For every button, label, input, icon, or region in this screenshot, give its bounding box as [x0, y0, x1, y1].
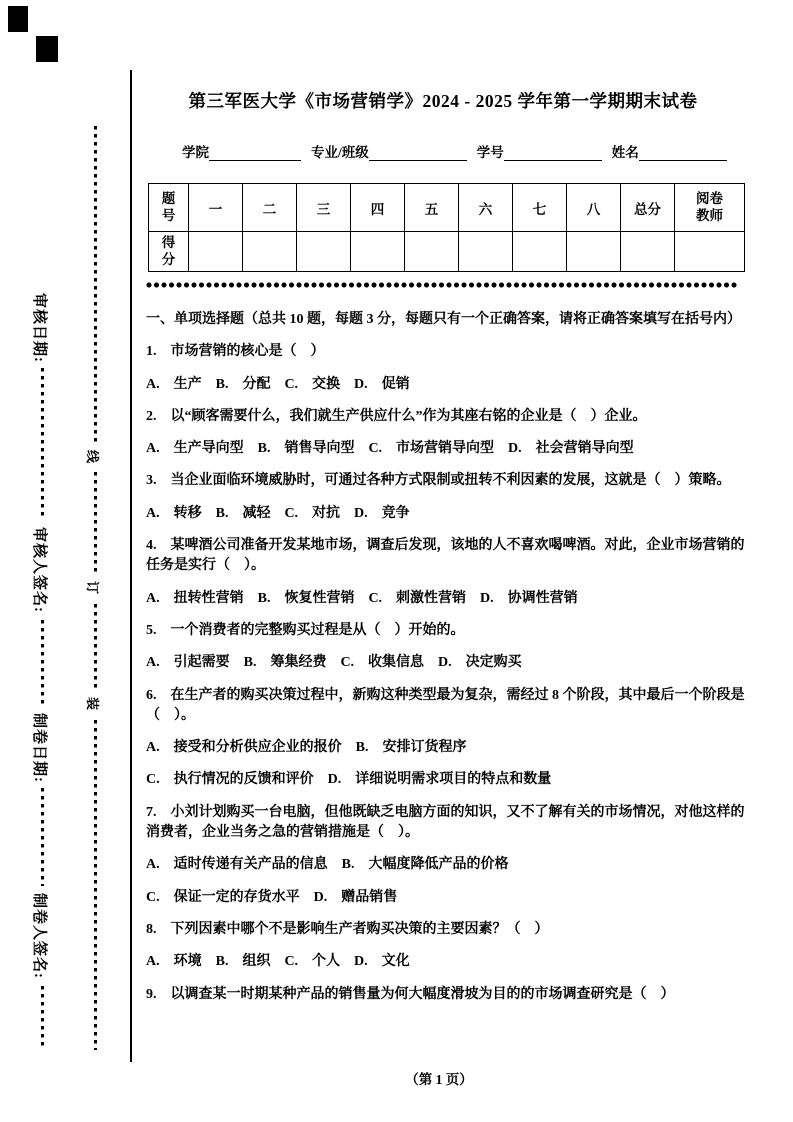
question-options: A. 接受和分析供应企业的报价 B. 安排订货程序: [146, 740, 467, 756]
signature-dotted-line: [41, 986, 44, 1050]
score-cell-empty: [513, 232, 567, 272]
score-cell-empty: [567, 232, 621, 272]
question-stem: 1. 市场营销的核心是（ ）: [146, 344, 325, 360]
student-info-row: [182, 141, 740, 161]
binding-char: 订: [85, 581, 100, 595]
binding-char: 线: [85, 450, 100, 464]
question-stem: 4. 某啤酒公司准备开发某地市场，调查后发现，该地的人不喜欢喝啤酒。对此，企业市场营销的任务是实行（ ）。: [146, 538, 745, 574]
score-col: 四: [351, 184, 405, 232]
score-col: 二: [243, 184, 297, 232]
signature-dotted-line: [41, 788, 44, 886]
major-class-label: 专业/班级: [311, 145, 369, 160]
score-col: 八: [567, 184, 621, 232]
score-row-label: 得分: [149, 232, 189, 272]
question-options: A. 生产 B. 分配 C. 交换 D. 促销: [146, 376, 410, 392]
score-cell-empty: [189, 232, 243, 272]
corner-mark: [36, 36, 58, 62]
score-col-grader: 阅卷教师: [675, 184, 745, 232]
name-label: 姓名: [611, 145, 639, 160]
question-options: A. 引起需要 B. 筹集经费 C. 收集信息 D. 决定购买: [146, 655, 522, 671]
corner-mark: [8, 6, 28, 32]
section-heading: 一、单项选择题（总共 10 题，每题 3 分，每题只有一个正确答案，请将正确答案填写在括号内）: [146, 312, 741, 327]
exam-content: [130, 70, 748, 1062]
score-col: 五: [405, 184, 459, 232]
dotted-separator: [146, 282, 738, 288]
score-cell-empty: [297, 232, 351, 272]
college-blank: [209, 144, 301, 161]
page-number: （第 1 页）: [405, 1072, 473, 1087]
question-stem: 8. 下列因素中哪个不是影响生产者购买决策的主要因素？（ ）: [146, 921, 549, 937]
question-options: A. 环境 B. 组织 C. 个人 D. 文化: [146, 954, 410, 970]
student-id-blank: [504, 144, 602, 161]
question-stem: 5. 一个消费者的完整购买过程是从（ ）开始的。: [146, 622, 465, 638]
binding-dotted-line: [94, 604, 97, 692]
signature-dotted-line: [41, 620, 44, 708]
binding-dotted-line: [94, 720, 97, 1050]
question-options: C. 执行情况的反馈和评价 D. 详细说明需求项目的特点和数量: [146, 772, 552, 788]
binding-char: 装: [85, 697, 100, 711]
signature-dotted-line: [41, 368, 44, 520]
question-options: A. 适时传递有关产品的信息 B. 大幅度降低产品的价格: [146, 857, 509, 873]
score-col: 三: [297, 184, 351, 232]
score-cell-empty: [675, 232, 745, 272]
score-col: 六: [459, 184, 513, 232]
score-cell-empty: [243, 232, 297, 272]
score-col: 一: [189, 184, 243, 232]
score-table-score-row: [149, 232, 745, 272]
binding-dotted-line: [94, 126, 97, 444]
score-cell-empty: [405, 232, 459, 272]
reviewer-signature-label: 审核人签名:: [31, 527, 47, 613]
name-blank: [639, 144, 727, 161]
question-options: C. 保证一定的存货水平 D. 赠品销售: [146, 889, 398, 905]
review-date-label: 审核日期:: [31, 293, 47, 363]
major-class-blank: [369, 144, 467, 161]
score-table-header-row: [149, 184, 745, 232]
question-stem: 9. 以调查某一时期某种产品的销售量为何大幅度滑坡为目的的市场调查研究是（ ）: [146, 986, 675, 1002]
score-cell-empty: [621, 232, 675, 272]
score-table: [148, 183, 745, 272]
maker-date-label: 制卷日期:: [31, 713, 47, 783]
question-stem: 6. 在生产者的购买决策过程中，新购这种类型最为复杂，需经过 8 个阶段，其中最后一个阶段是（ ）。: [146, 687, 745, 723]
maker-signature-label: 制卷人签名:: [31, 893, 47, 979]
score-cell-empty: [459, 232, 513, 272]
question-options: A. 生产导向型 B. 销售导向型 C. 市场营销导向型 D. 社会营销导向型: [146, 441, 634, 457]
score-cell-empty: [351, 232, 405, 272]
binding-dotted-line: [94, 472, 97, 576]
score-col: 七: [513, 184, 567, 232]
question-options: A. 转移 B. 减轻 C. 对抗 D. 竞争: [146, 505, 410, 521]
student-id-label: 学号: [476, 145, 504, 160]
question-number-header: 题号: [149, 184, 189, 232]
college-label: 学院: [182, 145, 209, 160]
page-title: 第三军医大学《市场营销学》2024 - 2025 学年第一学期期末试卷: [188, 91, 698, 111]
question-options: A. 扭转性营销 B. 恢复性营销 C. 刺激性营销 D. 协调性营销: [146, 590, 578, 606]
question-stem: 2. 以“顾客需要什么，我们就生产供应什么”作为其座右铭的企业是（ ）企业。: [146, 408, 647, 424]
score-col-total: 总分: [621, 184, 675, 232]
question-stem: 7. 小刘计划购买一台电脑，但他既缺乏电脑方面的知识，又不了解有关的市场情况，对他这样的消费者，企业当务之急的营销措施是（ ）。: [146, 804, 745, 841]
questions-area: [146, 310, 746, 1005]
question-stem: 3. 当企业面临环境威胁时，可通过各种方式限制或扭转不利因素的发展，这就是（ ）策略。: [146, 473, 731, 489]
